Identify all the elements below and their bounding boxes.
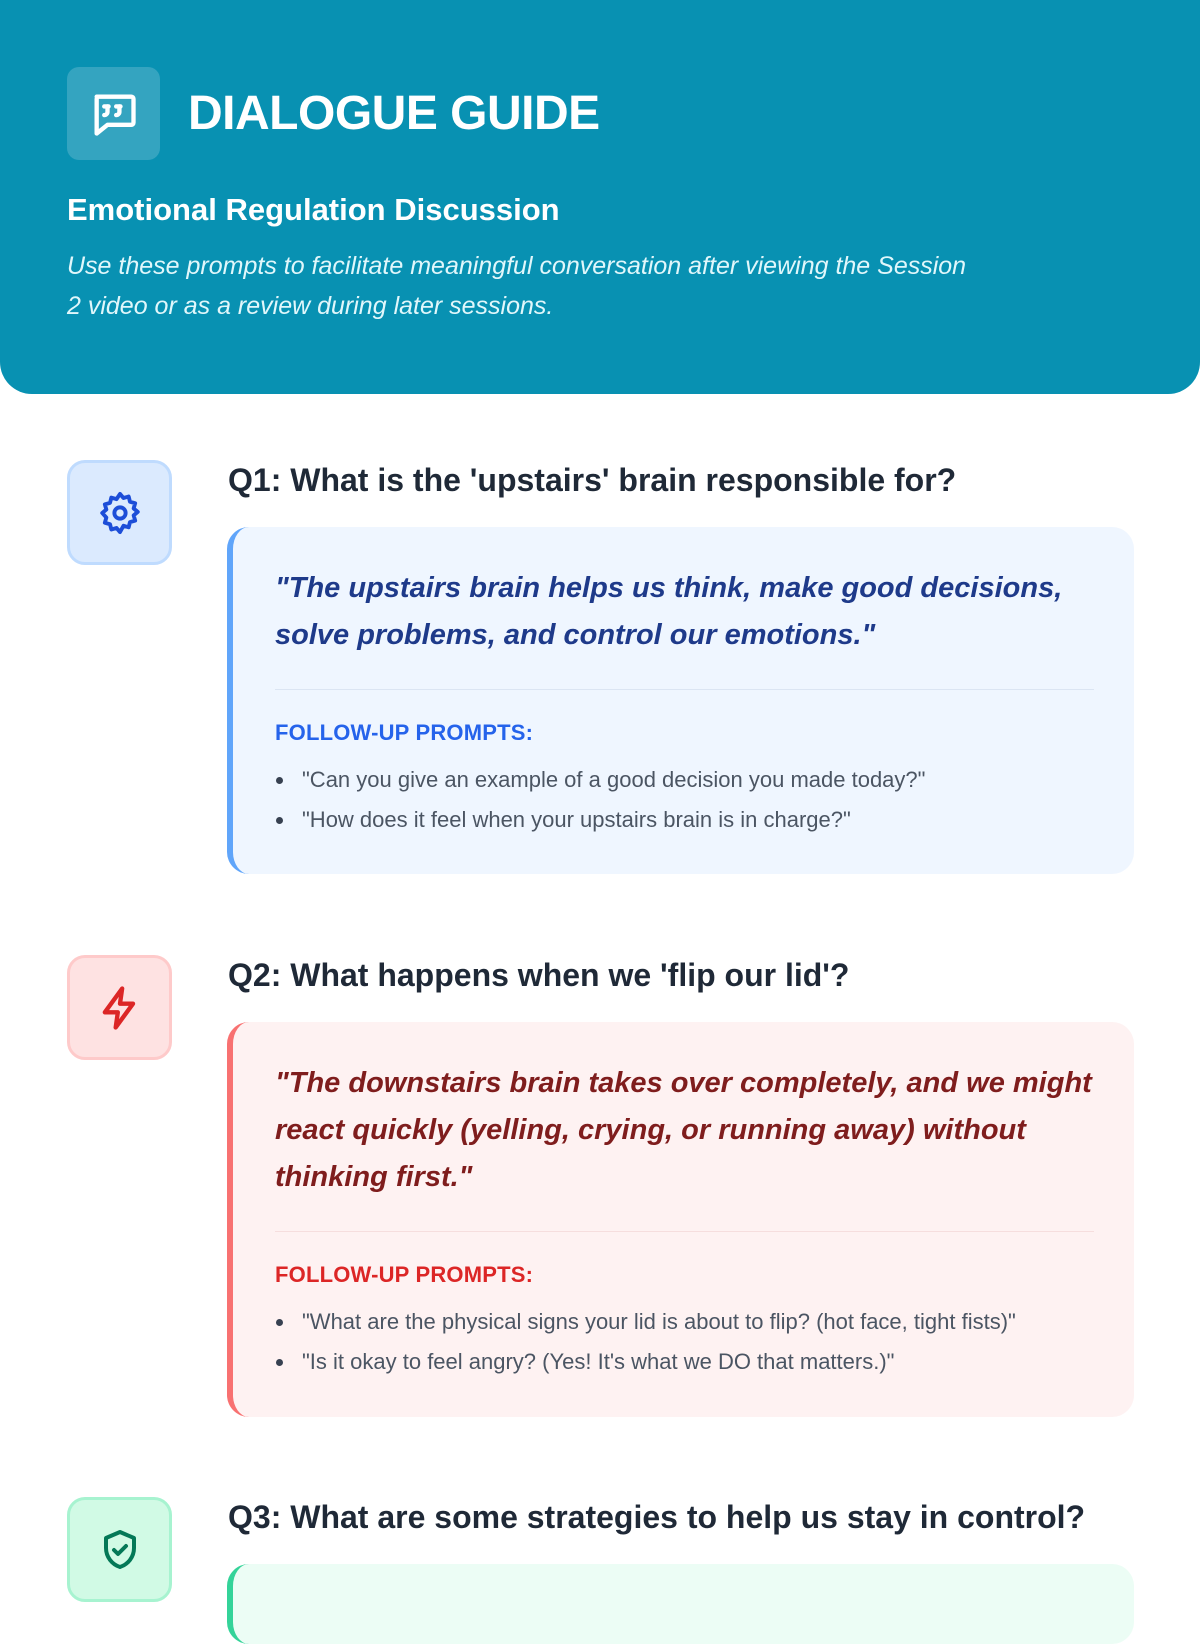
followup-item	[275, 800, 1094, 840]
answer-card	[227, 1022, 1134, 1417]
intro-text: Use these prompts to facilitate meaningful conversation after viewing the Session 2 video or as a review during later sessions.	[67, 252, 967, 320]
answer-card	[227, 1564, 1134, 1644]
card-divider	[275, 1231, 1094, 1232]
question-title: Q3: What are some strategies to help us stay in control?	[228, 1499, 1086, 1535]
answer-quote: "The downstairs brain takes over completely, and we might react quickly (yelling, crying, or running away) without thinking first."	[275, 1067, 1092, 1193]
card-divider	[275, 689, 1094, 690]
followup-text: "Can you give an example of a good decision you made today?"	[302, 767, 926, 792]
question-title: Q1: What is the 'upstairs' brain responsible for?	[228, 462, 957, 498]
followup-list	[275, 760, 1094, 840]
followup-label: FOLLOW-UP PROMPTS:	[275, 720, 534, 745]
bullet-icon	[276, 817, 283, 824]
shield-check-icon	[67, 1497, 172, 1602]
brain-gear-icon	[67, 460, 172, 565]
followup-item	[275, 760, 1094, 800]
brand-row	[67, 67, 1133, 160]
followup-text: "What are the physical signs your lid is about to flip? (hot face, tight fists)"	[302, 1309, 1016, 1334]
followup-item	[275, 1342, 1094, 1382]
bullet-icon	[276, 1359, 283, 1366]
lightning-icon	[67, 955, 172, 1060]
quote-chat-icon	[67, 67, 160, 160]
followup-item	[275, 1302, 1094, 1342]
followup-text: "Is it okay to feel angry? (Yes! It's what we DO that matters.)"	[302, 1349, 895, 1374]
bullet-icon	[276, 1319, 283, 1326]
answer-card	[227, 527, 1134, 874]
followup-label: FOLLOW-UP PROMPTS:	[275, 1262, 534, 1287]
followup-list	[275, 1302, 1094, 1382]
bullet-icon	[276, 777, 283, 784]
page-subtitle: Emotional Regulation Discussion	[67, 192, 560, 227]
followup-text: "How does it feel when your upstairs brain is in charge?"	[302, 807, 851, 832]
question-title: Q2: What happens when we 'flip our lid'?	[228, 957, 850, 993]
header-banner	[0, 0, 1200, 394]
page-title: DIALOGUE GUIDE	[188, 87, 600, 140]
answer-quote: "The upstairs brain helps us think, make good decisions, solve problems, and control our emotions."	[275, 572, 1063, 651]
